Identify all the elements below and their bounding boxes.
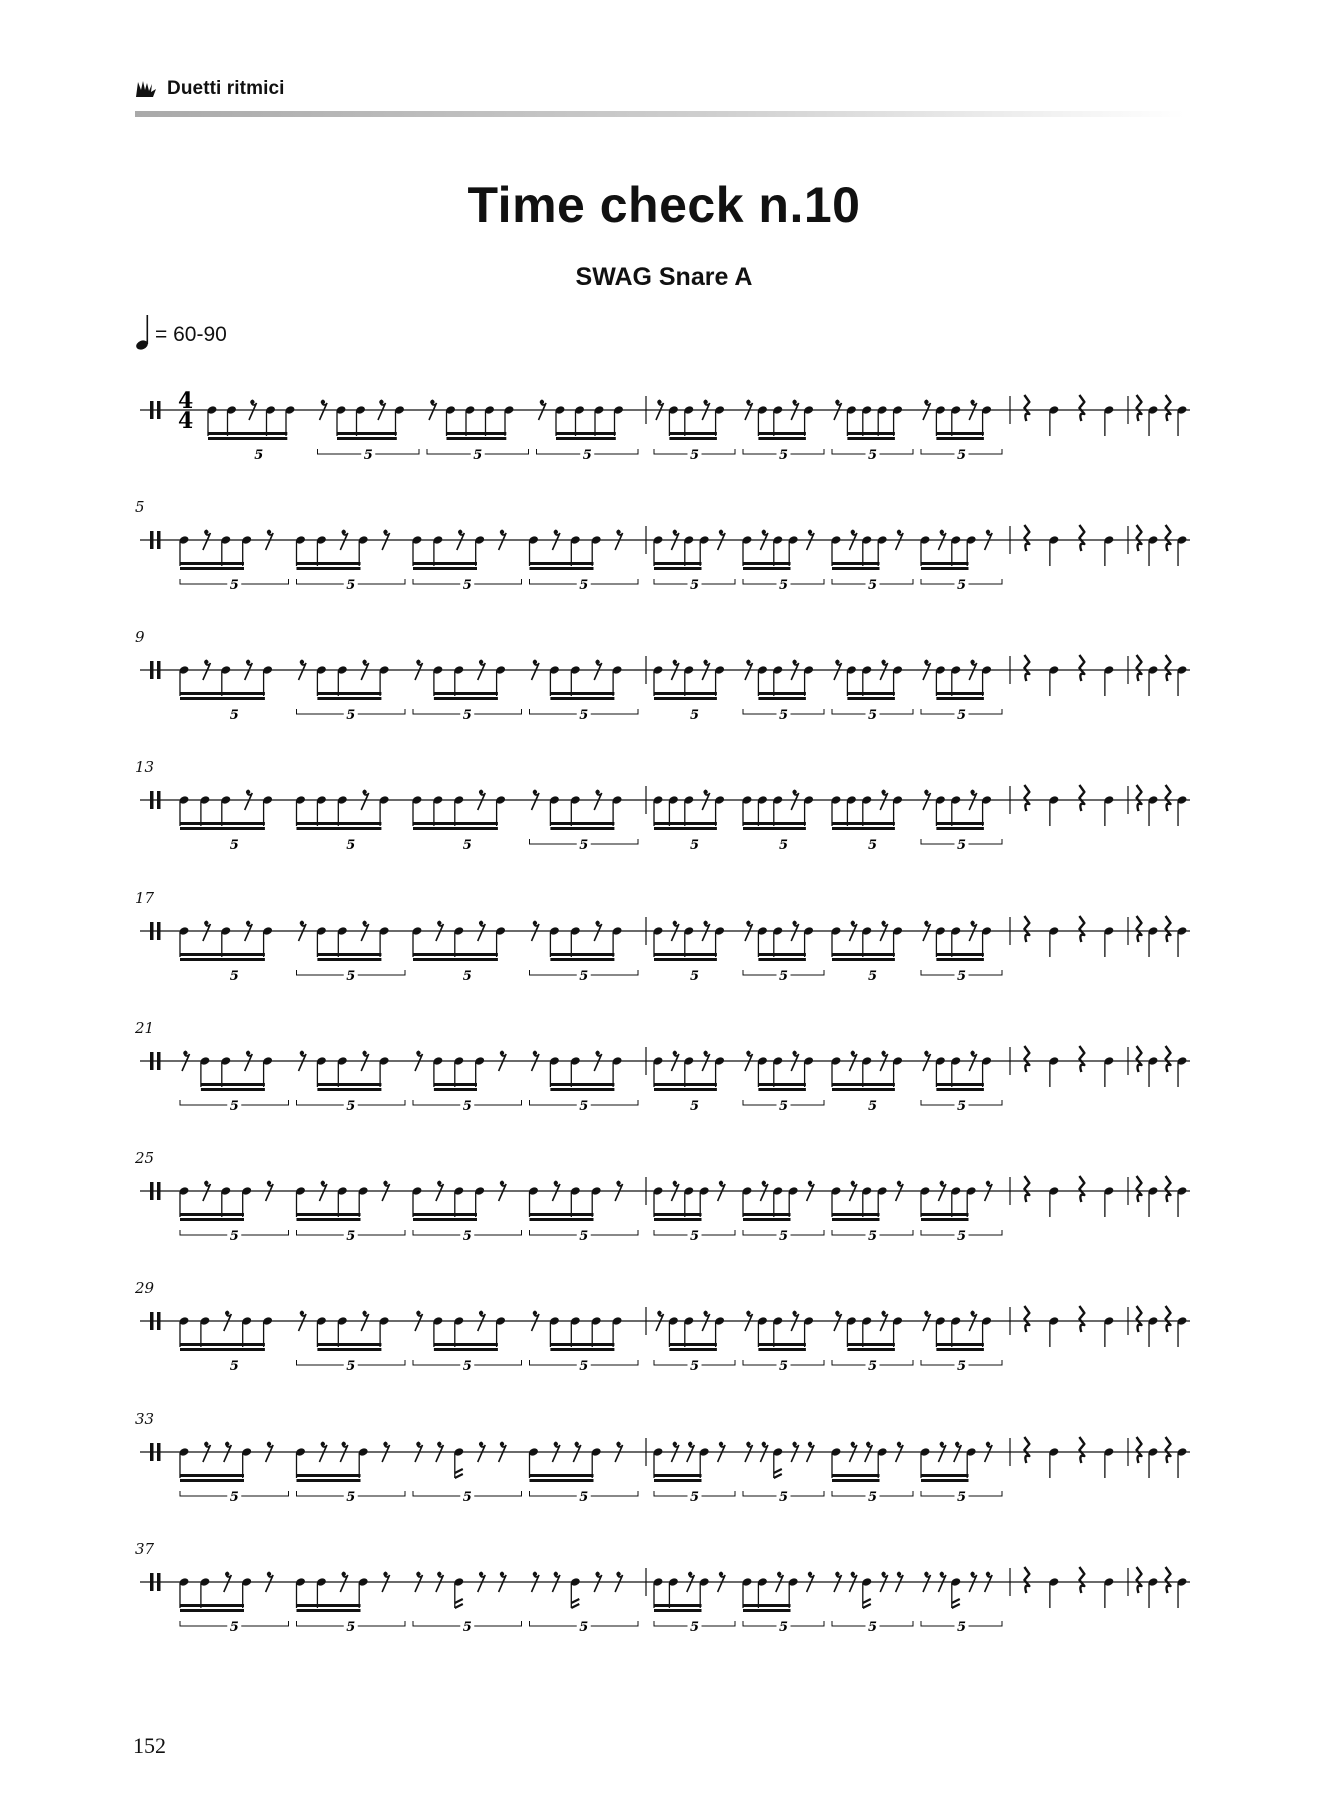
tuplet-label: 5 — [867, 578, 878, 593]
tuplet-label: 5 — [956, 448, 967, 463]
quintuplet-group — [921, 660, 1002, 723]
quintuplet-group — [180, 1051, 289, 1114]
tuplet-label: 5 — [346, 1359, 356, 1374]
staff-svg — [120, 630, 1200, 750]
quintuplet-group — [178, 530, 288, 593]
tuplet-label: 5 — [229, 1229, 239, 1244]
tuplet-label: 5 — [346, 838, 356, 853]
quintuplet-group — [413, 1442, 522, 1505]
quintuplet-group — [178, 660, 273, 723]
quintuplet-group — [413, 660, 522, 723]
tuplet-label: 5 — [778, 1099, 789, 1114]
quintuplet-group — [413, 1572, 522, 1635]
measure-number: 5 — [135, 498, 145, 516]
tuplet-label: 5 — [579, 1229, 589, 1244]
tuplet-label: 5 — [229, 969, 239, 984]
quintuplet-group — [743, 1442, 824, 1505]
tuplet-label: 5 — [689, 969, 700, 984]
staff-system — [120, 760, 1200, 880]
tuplet-label: 5 — [473, 448, 483, 463]
staff-system — [120, 1542, 1200, 1662]
staff-svg — [120, 1281, 1200, 1401]
quintuplet-group — [411, 921, 506, 984]
quintuplet-group — [530, 1572, 639, 1635]
tuplet-label: 5 — [956, 1359, 967, 1374]
staff-system — [120, 1151, 1200, 1271]
measure-number: 17 — [135, 889, 155, 907]
tuplet-label: 5 — [229, 838, 239, 853]
tuplet-label: 5 — [956, 1620, 967, 1635]
measure-number: 37 — [135, 1540, 155, 1558]
tuplet-label: 5 — [462, 1359, 472, 1374]
quintuplet-group — [528, 1442, 638, 1505]
staff-svg — [120, 891, 1200, 1011]
tuplet-label: 5 — [689, 1359, 700, 1374]
quintuplet-group — [178, 1442, 288, 1505]
quintuplet-group — [743, 921, 824, 984]
quintuplet-group — [652, 1442, 735, 1505]
quintuplet-group — [741, 530, 824, 593]
staff-svg — [120, 1151, 1200, 1271]
tempo-marking — [135, 314, 227, 350]
tuplet-label: 5 — [462, 1620, 472, 1635]
quintuplet-group — [830, 921, 903, 984]
tuplet-label: 5 — [689, 578, 700, 593]
quintuplet-group — [295, 530, 405, 593]
quintuplet-group — [743, 1051, 824, 1114]
quintuplet-group — [178, 1572, 288, 1635]
staff-svg — [120, 1412, 1200, 1532]
tuplet-label: 5 — [579, 1359, 589, 1374]
tuplet-label: 5 — [254, 448, 264, 463]
quintuplet-group — [530, 790, 639, 853]
tuplet-label: 5 — [462, 969, 472, 984]
quintuplet-group — [741, 1181, 824, 1244]
tuplet-label: 5 — [689, 448, 700, 463]
quintuplet-group — [530, 1311, 639, 1374]
quintuplet-group — [178, 921, 273, 984]
tuplet-label: 5 — [778, 1229, 789, 1244]
quintuplet-group — [830, 1442, 913, 1505]
tuplet-label: 5 — [867, 1490, 878, 1505]
quintuplet-group — [530, 660, 639, 723]
tuplet-label: 5 — [689, 838, 700, 853]
staff-svg — [120, 500, 1200, 620]
tuplet-label: 5 — [867, 969, 878, 984]
quintuplet-group — [530, 1051, 639, 1114]
hands-logo-icon — [135, 80, 157, 98]
staff-svg — [120, 1021, 1200, 1141]
tuplet-label: 5 — [579, 1099, 589, 1114]
tuplet-label: 5 — [582, 448, 592, 463]
tuplet-label: 5 — [689, 1490, 700, 1505]
quintuplet-group — [652, 1181, 735, 1244]
staff-system — [120, 1412, 1200, 1532]
quintuplet-group — [830, 530, 913, 593]
tuplet-label: 5 — [346, 1229, 356, 1244]
quintuplet-group — [652, 660, 725, 723]
quintuplet-group — [919, 1442, 1002, 1505]
quintuplet-group — [178, 1181, 288, 1244]
tuplet-label: 5 — [462, 708, 472, 723]
tuplet-label: 5 — [229, 1359, 239, 1374]
tuplet-label: 5 — [956, 1229, 967, 1244]
quintuplet-group — [530, 921, 639, 984]
tuplet-label: 5 — [462, 578, 472, 593]
tuplet-label: 5 — [363, 448, 373, 463]
tuplet-label: 5 — [778, 1490, 789, 1505]
tuplet-label: 5 — [867, 708, 878, 723]
quintuplet-group — [652, 530, 735, 593]
tuplet-label: 5 — [689, 1620, 700, 1635]
quintuplet-group — [297, 1311, 406, 1374]
tuplet-label: 5 — [689, 1099, 700, 1114]
tuplet-label: 5 — [579, 1620, 589, 1635]
quintuplet-group — [654, 400, 735, 463]
tuplet-label: 5 — [867, 1229, 878, 1244]
time-signature — [178, 388, 193, 434]
quintuplet-group — [297, 1051, 406, 1114]
tuplet-label: 5 — [778, 969, 789, 984]
header-rule — [135, 111, 1185, 117]
quintuplet-group — [743, 1311, 824, 1374]
quintuplet-group — [411, 790, 506, 853]
tuplet-label: 5 — [956, 578, 967, 593]
quintuplet-group — [832, 400, 913, 463]
tuplet-label: 5 — [689, 708, 700, 723]
quintuplet-group — [921, 921, 1002, 984]
tuplet-label: 5 — [956, 1099, 967, 1114]
quintuplet-group — [652, 790, 725, 853]
running-head-title: Duetti ritmici — [167, 78, 285, 99]
quintuplet-group — [921, 790, 1002, 853]
tuplet-label: 5 — [346, 1620, 356, 1635]
quintuplet-group — [318, 400, 420, 463]
staff-system — [120, 370, 1200, 490]
measure-number: 33 — [135, 1410, 155, 1428]
tuplet-label: 5 — [778, 1359, 789, 1374]
quintuplet-group — [830, 1051, 903, 1114]
quintuplet-group — [919, 530, 1002, 593]
running-head — [135, 78, 285, 100]
quintuplet-group — [427, 400, 529, 463]
tuplet-label: 5 — [778, 838, 789, 853]
tuplet-label: 5 — [579, 708, 589, 723]
staff-svg — [120, 760, 1200, 880]
quintuplet-group — [741, 790, 814, 853]
tuplet-label: 5 — [229, 708, 239, 723]
staff-svg — [120, 370, 1200, 490]
tuplet-label: 5 — [346, 969, 356, 984]
time-signature-bottom: 4 — [178, 408, 194, 434]
quintuplet-group — [528, 530, 638, 593]
quintuplet-group — [830, 1181, 913, 1244]
quintuplet-group — [295, 790, 390, 853]
measure-number: 21 — [135, 1019, 155, 1037]
quintuplet-group — [921, 1051, 1002, 1114]
measure-number: 29 — [135, 1279, 155, 1297]
tuplet-label: 5 — [462, 1490, 472, 1505]
tuplet-label: 5 — [867, 448, 878, 463]
quintuplet-group — [921, 1572, 1002, 1635]
tuplet-label: 5 — [956, 969, 967, 984]
tuplet-label: 5 — [346, 708, 356, 723]
quintuplet-group — [832, 1311, 913, 1374]
tuplet-label: 5 — [462, 1229, 472, 1244]
quintuplet-group — [652, 1051, 725, 1114]
measure-number: 25 — [135, 1149, 155, 1167]
measure-number: 9 — [135, 628, 145, 646]
staff-svg — [120, 1542, 1200, 1662]
quintuplet-group — [178, 1311, 273, 1374]
tuplet-label: 5 — [778, 708, 789, 723]
tempo-text: = 60-90 — [155, 323, 227, 346]
page-number: 152 — [133, 1733, 166, 1758]
tuplet-label: 5 — [346, 1099, 356, 1114]
quintuplet-group — [178, 790, 273, 853]
tuplet-label: 5 — [346, 1490, 356, 1505]
tuplet-label: 5 — [778, 1620, 789, 1635]
tuplet-label: 5 — [689, 1229, 700, 1244]
quintuplet-group — [295, 1442, 405, 1505]
time-signature-top: 4 — [178, 388, 194, 414]
quintuplet-group — [295, 1181, 405, 1244]
tuplet-label: 5 — [579, 1490, 589, 1505]
tuplet-label: 5 — [956, 838, 967, 853]
quintuplet-group — [652, 921, 725, 984]
quintuplet-group — [743, 660, 824, 723]
quintuplet-group — [411, 530, 521, 593]
tuplet-label: 5 — [956, 708, 967, 723]
staff-system — [120, 630, 1200, 750]
quintuplet-group — [411, 1181, 521, 1244]
tuplet-label: 5 — [229, 1490, 239, 1505]
staff-system — [120, 500, 1200, 620]
tuplet-label: 5 — [867, 838, 878, 853]
tuplet-label: 5 — [956, 1490, 967, 1505]
staff-system — [120, 1281, 1200, 1401]
quintuplet-group — [832, 660, 913, 723]
tuplet-label: 5 — [229, 1099, 239, 1114]
quintuplet-group — [919, 1181, 1002, 1244]
tuplet-label: 5 — [229, 1620, 239, 1635]
quintuplet-group — [830, 790, 903, 853]
quarter-note-icon — [135, 314, 151, 350]
tuplet-label: 5 — [579, 969, 589, 984]
quintuplet-group — [297, 921, 406, 984]
tuplet-label: 5 — [579, 838, 589, 853]
tuplet-label: 5 — [346, 578, 356, 593]
page-title: Time check n.10 — [467, 177, 861, 233]
quintuplet-group — [654, 1311, 735, 1374]
quintuplet-group — [413, 1051, 522, 1114]
tuplet-label: 5 — [229, 578, 239, 593]
quintuplet-group — [921, 1311, 1002, 1374]
quintuplet-group — [413, 1311, 522, 1374]
measure-number: 13 — [135, 758, 155, 776]
quintuplet-group — [528, 1181, 638, 1244]
tuplet-label: 5 — [867, 1620, 878, 1635]
tuplet-label: 5 — [778, 578, 789, 593]
tuplet-label: 5 — [579, 578, 589, 593]
tuplet-label: 5 — [462, 1099, 472, 1114]
staff-system — [120, 1021, 1200, 1141]
page-subtitle: SWAG Snare A — [575, 263, 753, 291]
quintuplet-group — [921, 400, 1002, 463]
tuplet-label: 5 — [462, 838, 472, 853]
quintuplet-group — [206, 400, 295, 463]
quintuplet-group — [297, 660, 406, 723]
quintuplet-group — [295, 1572, 405, 1635]
quintuplet-group — [741, 1572, 824, 1635]
quintuplet-group — [652, 1572, 735, 1635]
quintuplet-group — [832, 1572, 913, 1635]
tuplet-label: 5 — [778, 448, 789, 463]
tuplet-label: 5 — [867, 1099, 878, 1114]
staff-system — [120, 891, 1200, 1011]
quintuplet-group — [537, 400, 639, 463]
quintuplet-group — [743, 400, 824, 463]
tuplet-label: 5 — [867, 1359, 878, 1374]
